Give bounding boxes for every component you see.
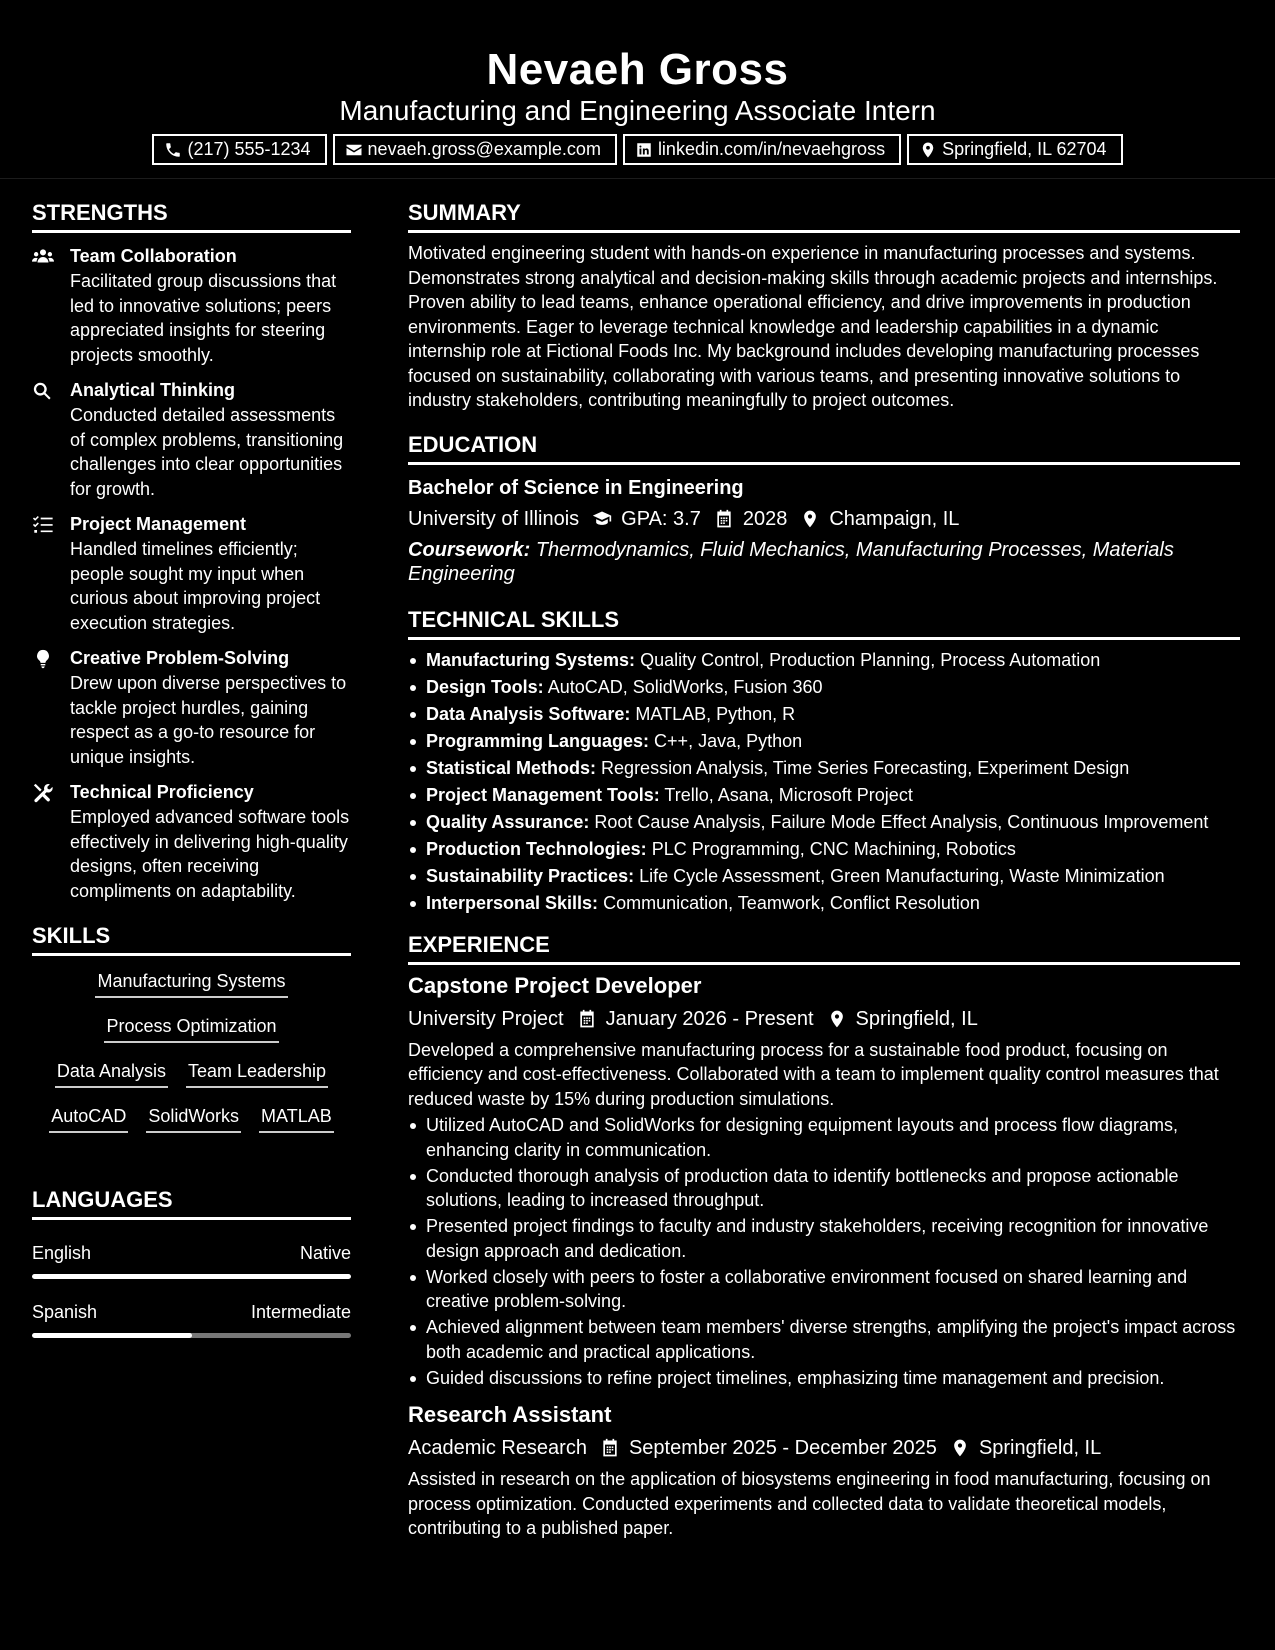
list-item: [408, 837, 1240, 862]
list-item: [408, 675, 1240, 700]
skill-category: Data Analysis Software:: [426, 703, 631, 724]
linkedin-text: linkedin.com/in/nevaehgross: [657, 139, 886, 159]
list-item: Worked closely with peers to foster a collaborative environment focused on shared learning and creative problem-solving.: [408, 1265, 1240, 1314]
summary-text: Motivated engineering student with hands-on experience in manufacturing processes and systems. Demonstrates strong analytical and decision-making skills through academic projects and internships. Proven ability to lead teams, enhance operational efficiency, and drive improvements in production environments. Eager to leverage technical knowledge and leadership capabilities in a dynamic internship role at Fictional Foods Inc. My background includes developing manufacturing processes focused on sustainability, collaborating with various teams, and presenting innovative solutions to industry stakeholders, contributing meaningfully to project outcomes.: [408, 243, 1218, 410]
skill-tag: Data Analysis: [55, 1058, 168, 1088]
list-item: Achieved alignment between team members' diverse strengths, amplifying the project's impact across both academic and practical applications.: [408, 1315, 1240, 1364]
linkedin-chip[interactable]: [623, 134, 901, 165]
language-proficiency-fill: [32, 1333, 192, 1338]
graduation-cap-icon: [591, 508, 613, 530]
map-marker-icon: [949, 1437, 971, 1459]
job-entry: [408, 971, 1240, 1391]
skills-section: [32, 921, 351, 1148]
language-item: [32, 1240, 351, 1279]
skill-category: Programming Languages:: [426, 730, 650, 751]
contact-bar: [0, 134, 1275, 165]
skill-values: Regression Analysis, Time Series Forecasting, Experiment Design: [601, 757, 1130, 778]
job-location: Springfield, IL: [855, 1007, 978, 1030]
calendar-icon: [599, 1437, 621, 1459]
strength-title: Technical Proficiency: [70, 782, 254, 802]
phone-text: (217) 555-1234: [187, 139, 311, 159]
skill-values: AutoCAD, SolidWorks, Fusion 360: [547, 676, 823, 697]
skill-row: [32, 1103, 351, 1148]
technical-skills-heading: TECHNICAL SKILLS: [408, 605, 1240, 640]
location-text: Springfield, IL 62704: [942, 139, 1107, 159]
coursework: [408, 538, 1240, 587]
skill-category: Quality Assurance:: [426, 812, 590, 833]
list-item: [408, 702, 1240, 727]
graduation-year: 2028: [742, 507, 788, 530]
education-meta: [408, 504, 1240, 534]
phone-chip[interactable]: [152, 134, 326, 165]
strength-title: Analytical Thinking: [70, 380, 236, 400]
skill-row: [32, 968, 351, 1013]
skill-values: PLC Programming, CNC Machining, Robotics: [651, 839, 1016, 860]
coursework-list: Thermodynamics, Fluid Mechanics, Manufacturing Processes, Materials Engineering: [408, 538, 1174, 585]
job-description: Assisted in research on the application of biosystems engineering in food manufacturing, focusing on process optimization. Conducted experiments and collected data to validate theoretical models, contributing to a published paper.: [408, 1469, 1211, 1539]
right-column: [408, 198, 1240, 1541]
skill-category: Interpersonal Skills:: [426, 893, 599, 914]
job-org: University Project: [408, 1007, 564, 1030]
candidate-name: Nevaeh Gross: [486, 45, 789, 94]
languages-heading: LANGUAGES: [32, 1185, 351, 1220]
skill-tag: MATLAB: [259, 1103, 334, 1133]
language-level: Native: [299, 1243, 351, 1263]
skill-values: Root Cause Analysis, Failure Mode Effect Analysis, Continuous Improvement: [594, 812, 1209, 833]
education-section: [408, 430, 1240, 587]
skill-tag: Process Optimization: [104, 1013, 278, 1043]
school-name: University of Illinois: [408, 507, 580, 530]
job-bullets: [408, 1113, 1240, 1390]
strength-desc: Employed advanced software tools effectively in delivering high-quality designs, often receiving compliments on adaptability.: [70, 807, 350, 901]
job-title: Research Assistant: [408, 1402, 612, 1428]
coursework-label: Coursework:: [408, 538, 531, 561]
skill-category: Design Tools:: [426, 676, 544, 697]
language-item: [32, 1299, 351, 1338]
job-dates: September 2025 - December 2025: [628, 1437, 937, 1460]
skill-tag: SolidWorks: [146, 1103, 241, 1133]
phone-icon: [164, 141, 182, 159]
strength-title: Project Management: [70, 514, 247, 534]
calendar-icon: [576, 1008, 598, 1030]
skill-values: C++, Java, Python: [654, 730, 803, 751]
job-meta: [408, 1433, 1240, 1463]
map-marker-icon: [826, 1008, 848, 1030]
experience-heading: EXPERIENCE: [408, 930, 1240, 965]
strength-item: [32, 377, 351, 501]
language-name: Spanish: [32, 1302, 98, 1322]
strengths-list: [32, 243, 351, 903]
list-item: [408, 648, 1240, 673]
skill-category: Sustainability Practices:: [426, 866, 635, 887]
strength-desc: Handled timelines efficiently; people sought my input when curious about improving project execution strategies.: [70, 539, 321, 633]
skill-tags: [32, 968, 351, 1148]
strength-desc: Facilitated group discussions that led to innovative solutions; peers appreciated insights for steering projects smoothly.: [70, 271, 337, 365]
languages-section: [32, 1185, 351, 1338]
strength-desc: Conducted detailed assessments of complex problems, transitioning challenges into clear opportunities for growth.: [70, 405, 344, 499]
skill-values: Communication, Teamwork, Conflict Resolution: [603, 893, 980, 914]
list-item: [408, 729, 1240, 754]
language-proficiency-bar: [32, 1274, 351, 1279]
strengths-heading: STRENGTHS: [32, 198, 351, 233]
list-item: [408, 810, 1240, 835]
email-chip[interactable]: [333, 134, 617, 165]
skill-row: [32, 1058, 351, 1103]
list-item: [408, 756, 1240, 781]
skill-category: Project Management Tools:: [426, 784, 660, 805]
skill-category: Production Technologies:: [426, 839, 647, 860]
calendar-icon: [713, 508, 735, 530]
email-text: nevaeh.gross@example.com: [367, 139, 601, 159]
lightbulb-icon: [32, 645, 70, 769]
gpa-text: GPA: 3.7: [621, 507, 701, 530]
skill-tag: Manufacturing Systems: [95, 968, 287, 998]
education-heading: EDUCATION: [408, 430, 1240, 465]
list-item: [408, 783, 1240, 808]
school-location: Champaign, IL: [829, 507, 960, 530]
list-item: Presented project findings to faculty and industry stakeholders, receiving recognition for innovative design approach and dedication.: [408, 1214, 1240, 1263]
strength-item: [32, 511, 351, 635]
left-column: [32, 198, 351, 1338]
linkedin-icon: [635, 141, 653, 159]
skill-tag: AutoCAD: [49, 1103, 128, 1133]
job-meta: [408, 1004, 1240, 1034]
envelope-icon: [345, 141, 363, 159]
skill-values: Trello, Asana, Microsoft Project: [664, 784, 913, 805]
skill-row: [32, 1013, 351, 1058]
language-proficiency-bar: [32, 1333, 351, 1338]
technical-skills-list: [408, 648, 1240, 916]
job-entry: [408, 1400, 1240, 1541]
summary-heading: SUMMARY: [408, 198, 1240, 233]
map-marker-icon: [799, 508, 821, 530]
skills-heading: SKILLS: [32, 921, 351, 956]
strength-title: Team Collaboration: [70, 246, 237, 266]
strength-title: Creative Problem-Solving: [70, 648, 290, 668]
job-dates: January 2026 - Present: [605, 1007, 814, 1030]
language-name: English: [32, 1243, 92, 1263]
strength-desc: Drew upon diverse perspectives to tackle project hurdles, gaining respect as a go-to resource for unique insights.: [70, 673, 347, 767]
job-title: Manufacturing and Engineering Associate Intern: [339, 95, 936, 126]
skill-category: Statistical Methods:: [426, 757, 597, 778]
users-icon: [32, 243, 70, 367]
list-item: Guided discussions to refine project timelines, emphasizing time management and precision.: [408, 1366, 1240, 1391]
list-item: Utilized AutoCAD and SolidWorks for designing equipment layouts and process flow diagrams, enhancing clarity in communication.: [408, 1113, 1240, 1162]
map-marker-icon: [919, 141, 937, 159]
job-title: Capstone Project Developer: [408, 972, 702, 998]
tools-icon: [32, 779, 70, 903]
strength-item: [32, 779, 351, 903]
location-chip[interactable]: [907, 134, 1122, 165]
job-location: Springfield, IL: [978, 1437, 1102, 1460]
technical-skills-section: [408, 605, 1240, 916]
list-item: [408, 864, 1240, 889]
language-level: Intermediate: [250, 1302, 351, 1322]
job-description: Developed a comprehensive manufacturing process for a sustainable food product, focusing on efficiency and cost-effectiveness. Collaborated with a team to implement quality control measures that reduced waste by 15% during production simulations.: [408, 1039, 1219, 1109]
strength-item: [32, 645, 351, 769]
language-proficiency-fill: [32, 1274, 351, 1279]
list-item: Conducted thorough analysis of production data to identify bottlenecks and propose actionable solutions, leading to increased throughput.: [408, 1164, 1240, 1213]
degree-title: Bachelor of Science in Engineering: [408, 476, 744, 499]
skill-values: MATLAB, Python, R: [635, 703, 796, 724]
skill-tag: Team Leadership: [186, 1058, 328, 1088]
experience-section: [408, 930, 1240, 1541]
job-org: Academic Research: [408, 1437, 587, 1460]
list-item: [408, 891, 1240, 916]
resume-header: [0, 0, 1275, 179]
skill-values: Life Cycle Assessment, Green Manufacturing, Waste Minimization: [639, 866, 1165, 887]
search-icon: [32, 377, 70, 501]
strength-item: [32, 243, 351, 367]
tasks-icon: [32, 511, 70, 635]
skill-category: Manufacturing Systems:: [426, 649, 636, 670]
skill-values: Quality Control, Production Planning, Process Automation: [640, 649, 1101, 670]
